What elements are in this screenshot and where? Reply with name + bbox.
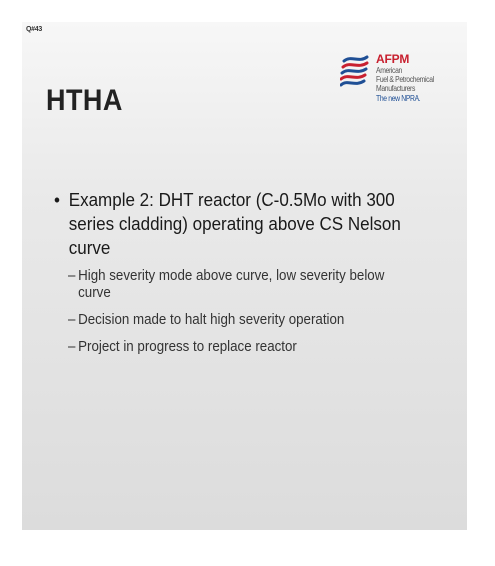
logo-tagline: The new NPRA. [376,94,421,103]
list-item [68,268,419,302]
afpm-logo [340,48,465,143]
sub-bullet-list [54,268,454,356]
sub-bullet-marker: – [68,268,76,284]
sub-bullet-marker: – [68,339,76,355]
logo-line: American [376,66,403,75]
logo-brand: AFPM [376,52,410,66]
sub-bullet-text: Project in progress to replace reactor [78,339,297,355]
logo-line: Fuel & Petrochemical [376,75,434,84]
list-item [68,339,419,356]
sub-bullet-text: Decision made to halt high severity operation [78,312,345,328]
sub-bullet-text: High severity mode above curve, low severity below curve [78,268,385,301]
logo-line: Manufacturers [376,84,416,93]
bullet-text: Example 2: DHT reactor (C-0.5Mo with 300 series cladding) operating above CS Nelson curve [68,189,401,258]
flag-swoosh-icon [340,52,374,88]
slide [22,22,467,530]
bullet-list [54,188,454,366]
bullet-marker: • [54,189,60,210]
slide-title: HTHA [46,84,123,117]
slide-id: Q#43 [26,26,42,33]
sub-bullet-marker: – [68,312,76,328]
logo-text [376,52,467,104]
list-item [54,188,418,260]
list-item [68,312,419,329]
